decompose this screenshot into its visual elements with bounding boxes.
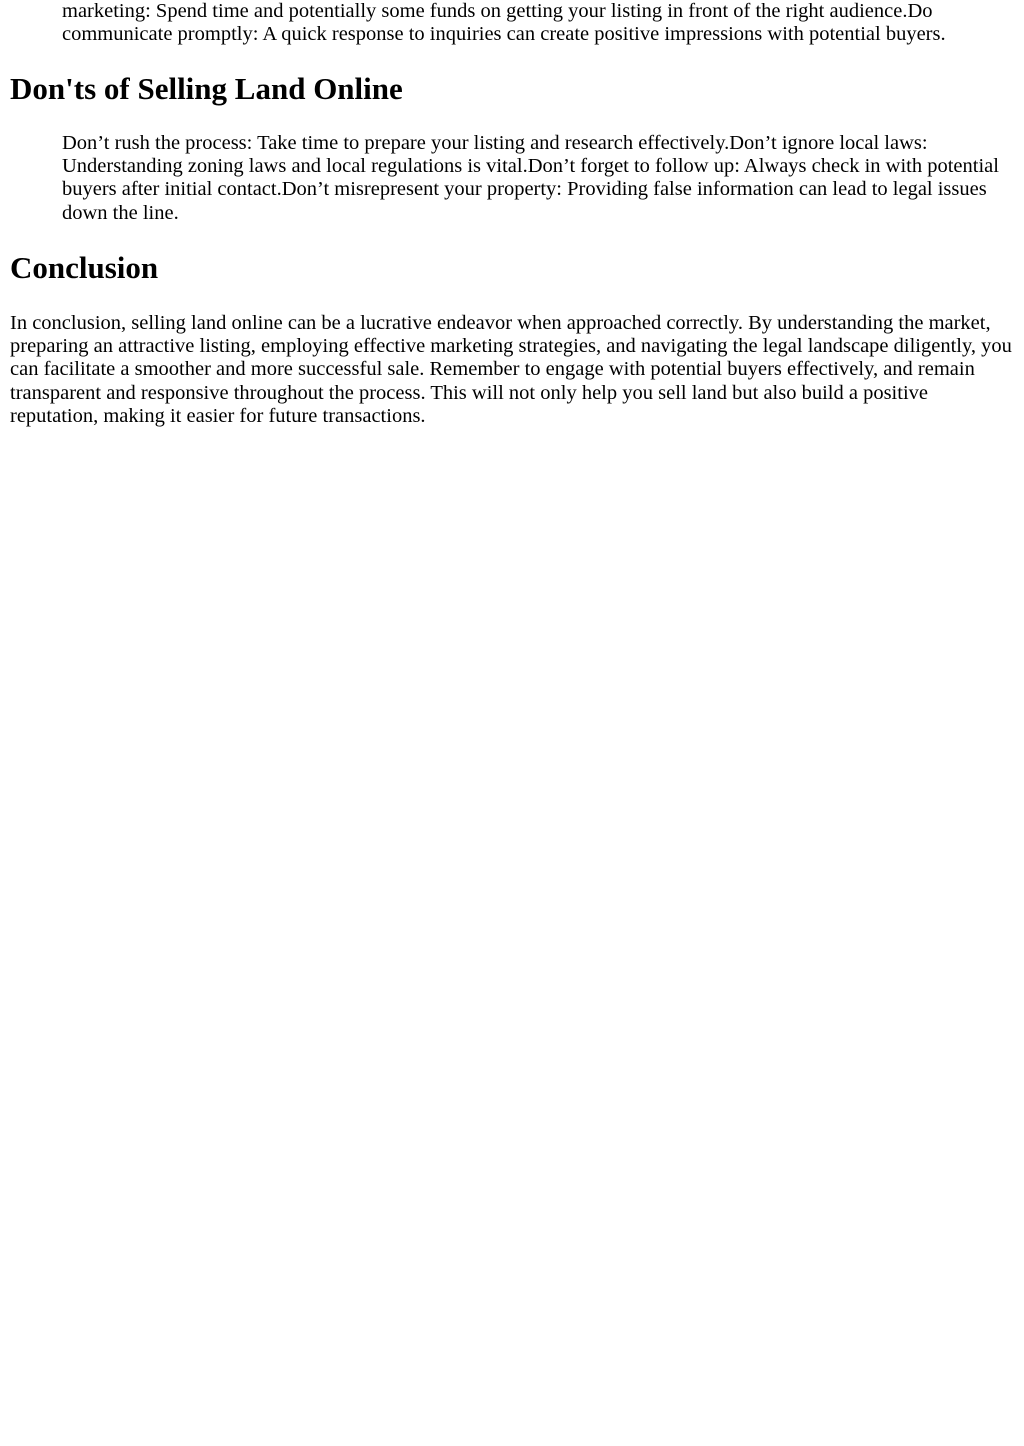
conclusion-paragraph: In conclusion, selling land online can be a lucrative endeavor when approached correctly. By understanding the market, preparing an attractive listing, employing effective marketing strategies, and navigating the legal landscape diligently, you can facilitate a smoother and more successful sale. Remember to engage with potential buyers effectively, and remain transparent and responsive throughout the process. This will not only help you sell land but also build a positive reputation, making it easier for future transactions. — [10, 312, 1012, 427]
dos-list-text: marketing: Spend time and potentially some funds on getting your listing in front of the right audience.Do communicate promptly: A quick response to inquiries can create positive impressions with potential buyers. — [62, 0, 946, 46]
conclusion-heading: Conclusion — [10, 250, 159, 285]
donts-list-text: Don’t rush the process: Take time to prepare your listing and research effectively.Don’t ignore local laws: Understanding zoning laws and local regulations is vital.Don’t forget to follow up: Always check in with potential buyers after initial contact.Don’t misrepresent your property: Providing false information can lead to legal issues down the line. — [62, 132, 999, 224]
donts-heading: Don'ts of Selling Land Online — [10, 71, 403, 106]
